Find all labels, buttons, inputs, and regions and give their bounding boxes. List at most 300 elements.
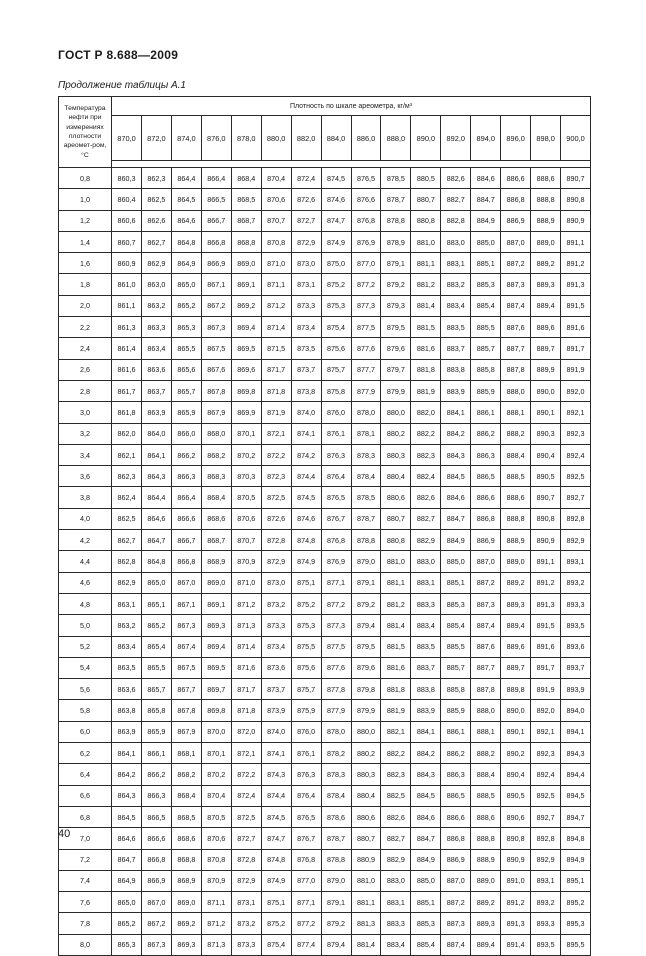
density-cell: 888,2	[501, 423, 531, 444]
density-cell: 880,6	[381, 487, 411, 508]
density-cell: 894,8	[561, 828, 591, 849]
density-cell: 885,1	[441, 572, 471, 593]
density-cell: 867,9	[171, 721, 201, 742]
table-row	[59, 231, 591, 252]
density-cell: 871,5	[261, 338, 291, 359]
density-cell: 874,9	[261, 870, 291, 891]
density-cell: 871,4	[231, 636, 261, 657]
density-cell: 882,7	[441, 189, 471, 210]
density-cell: 870,5	[231, 487, 261, 508]
temperature-cell: 3,0	[59, 402, 112, 423]
density-cell: 881,4	[411, 295, 441, 316]
density-cell: 869,9	[231, 402, 261, 423]
table-row	[59, 657, 591, 678]
column-header: 882,0	[291, 116, 321, 161]
density-cell: 887,2	[441, 892, 471, 913]
density-cell: 883,4	[411, 615, 441, 636]
density-cell: 870,6	[261, 189, 291, 210]
density-cell: 881,6	[381, 657, 411, 678]
density-cell: 881,8	[411, 359, 441, 380]
density-cell: 894,0	[561, 700, 591, 721]
density-cell: 887,2	[471, 572, 501, 593]
density-cell: 867,5	[201, 338, 231, 359]
density-cell: 869,0	[231, 253, 261, 274]
density-cell: 861,3	[112, 317, 142, 338]
density-cell: 893,2	[531, 892, 561, 913]
density-cell: 871,2	[261, 295, 291, 316]
density-cell: 887,8	[501, 359, 531, 380]
density-cell: 889,2	[471, 892, 501, 913]
temperature-cell: 5,0	[59, 615, 112, 636]
density-cell: 880,2	[381, 423, 411, 444]
density-cell: 865,6	[171, 359, 201, 380]
density-cell: 884,9	[411, 849, 441, 870]
density-cell: 876,9	[321, 551, 351, 572]
density-cell: 885,0	[471, 231, 501, 252]
density-cell: 869,4	[231, 317, 261, 338]
density-cell: 869,5	[201, 657, 231, 678]
column-header: 896,0	[501, 116, 531, 161]
density-cell: 865,0	[171, 274, 201, 295]
table-row	[59, 551, 591, 572]
density-cell: 891,1	[531, 551, 561, 572]
table-row	[59, 870, 591, 891]
density-cell: 862,9	[112, 572, 142, 593]
density-cell: 879,9	[381, 380, 411, 401]
density-cell: 874,4	[291, 466, 321, 487]
density-cell: 872,4	[291, 168, 321, 189]
density-cell: 863,7	[141, 380, 171, 401]
density-cell: 895,1	[561, 870, 591, 891]
density-cell: 885,8	[471, 359, 501, 380]
temperature-cell: 5,6	[59, 679, 112, 700]
density-cell: 862,5	[141, 189, 171, 210]
density-cell: 872,9	[231, 870, 261, 891]
density-cell: 880,6	[351, 806, 381, 827]
density-cell: 867,0	[171, 572, 201, 593]
temperature-cell: 1,6	[59, 253, 112, 274]
density-cell: 887,0	[441, 870, 471, 891]
density-cell: 883,0	[381, 870, 411, 891]
column-header: 892,0	[441, 116, 471, 161]
density-cell: 875,3	[321, 295, 351, 316]
density-cell: 862,0	[112, 423, 142, 444]
density-cell: 874,2	[291, 444, 321, 465]
density-cell: 885,3	[411, 913, 441, 934]
density-cell: 878,7	[351, 508, 381, 529]
density-cell: 889,3	[501, 593, 531, 614]
temperature-cell: 7,6	[59, 892, 112, 913]
density-cell: 882,2	[411, 423, 441, 444]
temperature-cell: 4,8	[59, 593, 112, 614]
density-cell: 869,2	[231, 295, 261, 316]
density-cell: 877,2	[351, 274, 381, 295]
density-cell: 876,8	[291, 849, 321, 870]
density-cell: 883,1	[441, 253, 471, 274]
density-cell: 885,4	[471, 295, 501, 316]
density-cell: 861,4	[112, 338, 142, 359]
column-header: 880,0	[261, 116, 291, 161]
density-cell: 872,3	[261, 466, 291, 487]
table-row	[59, 253, 591, 274]
density-cell: 866,3	[141, 785, 171, 806]
density-cell: 891,3	[561, 274, 591, 295]
table-row	[59, 274, 591, 295]
density-cell: 863,1	[112, 593, 142, 614]
density-cell: 886,6	[471, 487, 501, 508]
density-cell: 866,8	[171, 551, 201, 572]
density-cell: 864,4	[141, 487, 171, 508]
density-cell: 866,4	[171, 487, 201, 508]
density-cell: 881,6	[411, 338, 441, 359]
density-cell: 867,8	[171, 700, 201, 721]
density-cell: 865,2	[171, 295, 201, 316]
density-cell: 863,8	[112, 700, 142, 721]
density-cell: 876,6	[351, 189, 381, 210]
density-cell: 873,3	[291, 295, 321, 316]
temperature-cell: 2,2	[59, 317, 112, 338]
temperature-cell: 1,4	[59, 231, 112, 252]
density-group-header: Плотность по шкале ареометра, кг/м³	[112, 97, 591, 116]
density-cell: 885,9	[471, 380, 501, 401]
temperature-cell: 3,2	[59, 423, 112, 444]
density-cell: 873,5	[291, 338, 321, 359]
density-cell: 882,7	[381, 828, 411, 849]
density-cell: 866,9	[201, 253, 231, 274]
density-cell: 871,7	[261, 359, 291, 380]
density-cell: 880,4	[381, 466, 411, 487]
density-cell: 865,0	[141, 572, 171, 593]
density-cell: 866,0	[171, 423, 201, 444]
density-cell: 876,1	[291, 743, 321, 764]
density-cell: 886,1	[441, 721, 471, 742]
page-number: 40	[58, 828, 71, 840]
density-cell: 888,8	[471, 828, 501, 849]
density-cell: 893,1	[531, 870, 561, 891]
density-cell: 870,3	[231, 466, 261, 487]
density-cell: 891,5	[531, 615, 561, 636]
density-cell: 884,3	[441, 444, 471, 465]
density-cell: 883,0	[411, 551, 441, 572]
density-cell: 874,4	[261, 785, 291, 806]
density-cell: 887,6	[501, 317, 531, 338]
table-row	[59, 636, 591, 657]
density-cell: 887,4	[441, 934, 471, 955]
header-separator	[112, 161, 591, 168]
density-cell: 881,5	[381, 636, 411, 657]
density-cell: 868,4	[171, 785, 201, 806]
density-cell: 866,2	[171, 444, 201, 465]
density-cell: 889,9	[531, 359, 561, 380]
density-cell: 871,1	[201, 892, 231, 913]
density-cell: 875,1	[261, 892, 291, 913]
density-cell: 862,7	[141, 231, 171, 252]
temperature-cell: 4,2	[59, 530, 112, 551]
density-cell: 888,4	[471, 764, 501, 785]
density-cell: 866,7	[201, 210, 231, 231]
density-cell: 888,1	[501, 402, 531, 423]
density-cell: 865,7	[141, 679, 171, 700]
density-cell: 872,6	[261, 508, 291, 529]
density-cell: 864,9	[171, 253, 201, 274]
density-cell: 886,2	[471, 423, 501, 444]
density-cell: 870,1	[201, 743, 231, 764]
density-cell: 872,7	[231, 828, 261, 849]
density-cell: 876,7	[291, 828, 321, 849]
density-cell: 874,6	[291, 508, 321, 529]
density-cell: 881,0	[381, 551, 411, 572]
density-cell: 867,4	[171, 636, 201, 657]
density-cell: 878,3	[351, 444, 381, 465]
temperature-cell: 6,6	[59, 785, 112, 806]
document-title: ГОСТ Р 8.688—2009	[58, 48, 179, 62]
density-cell: 874,5	[321, 168, 351, 189]
density-cell: 881,5	[411, 317, 441, 338]
density-cell: 865,3	[112, 934, 142, 955]
table-row	[59, 444, 591, 465]
density-cell: 874,9	[321, 231, 351, 252]
density-cell: 895,3	[561, 913, 591, 934]
density-cell: 860,9	[112, 253, 142, 274]
density-cell: 864,8	[141, 551, 171, 572]
column-header: 890,0	[411, 116, 441, 161]
density-cell: 875,7	[321, 359, 351, 380]
density-cell: 886,3	[441, 764, 471, 785]
density-cell: 861,0	[112, 274, 142, 295]
density-cell: 870,7	[231, 530, 261, 551]
density-cell: 878,5	[381, 168, 411, 189]
density-cell: 879,4	[351, 615, 381, 636]
density-cell: 880,7	[381, 508, 411, 529]
density-cell: 883,5	[411, 636, 441, 657]
density-cell: 879,0	[351, 551, 381, 572]
density-cell: 889,0	[471, 870, 501, 891]
density-cell: 889,4	[531, 295, 561, 316]
temperature-cell: 1,2	[59, 210, 112, 231]
density-cell: 868,2	[201, 444, 231, 465]
density-cell: 872,7	[291, 210, 321, 231]
density-cell: 861,1	[112, 295, 142, 316]
density-cell: 878,4	[321, 785, 351, 806]
density-cell: 886,5	[441, 785, 471, 806]
density-cell: 874,5	[291, 487, 321, 508]
density-cell: 888,9	[501, 530, 531, 551]
density-cell: 865,9	[141, 721, 171, 742]
density-cell: 882,6	[441, 168, 471, 189]
density-cell: 887,4	[501, 295, 531, 316]
temperature-cell: 6,2	[59, 743, 112, 764]
density-cell: 883,7	[411, 657, 441, 678]
density-cell: 890,1	[531, 402, 561, 423]
density-cell: 894,9	[561, 849, 591, 870]
density-cell: 875,4	[261, 934, 291, 955]
density-cell: 880,8	[411, 210, 441, 231]
density-cell: 876,1	[321, 423, 351, 444]
density-cell: 893,5	[561, 615, 591, 636]
density-cell: 885,4	[441, 615, 471, 636]
column-header: 870,0	[112, 116, 142, 161]
density-cell: 868,9	[201, 551, 231, 572]
density-cell: 862,9	[141, 253, 171, 274]
density-cell: 887,0	[471, 551, 501, 572]
density-cell: 869,4	[201, 636, 231, 657]
density-cell: 874,5	[261, 806, 291, 827]
density-cell: 881,9	[381, 700, 411, 721]
density-cell: 878,5	[351, 487, 381, 508]
density-cell: 870,9	[201, 870, 231, 891]
density-cell: 868,0	[201, 423, 231, 444]
table-row	[59, 317, 591, 338]
density-cell: 883,7	[441, 338, 471, 359]
density-cell: 871,8	[261, 380, 291, 401]
density-cell: 888,9	[471, 849, 501, 870]
density-cell: 871,8	[231, 700, 261, 721]
density-cell: 882,7	[411, 508, 441, 529]
density-cell: 884,6	[471, 168, 501, 189]
density-cell: 888,8	[531, 189, 561, 210]
density-cell: 874,7	[321, 210, 351, 231]
density-cell: 885,7	[471, 338, 501, 359]
density-cell: 870,8	[261, 231, 291, 252]
density-cell: 867,3	[141, 934, 171, 955]
density-cell: 869,8	[231, 380, 261, 401]
density-cell: 890,7	[561, 168, 591, 189]
density-cell: 873,0	[261, 572, 291, 593]
density-cell: 891,6	[561, 317, 591, 338]
density-cell: 894,4	[561, 764, 591, 785]
density-cell: 863,3	[141, 317, 171, 338]
density-cell: 879,0	[321, 870, 351, 891]
density-cell: 883,0	[441, 231, 471, 252]
density-cell: 890,4	[531, 444, 561, 465]
density-cell: 869,6	[231, 359, 261, 380]
density-cell: 862,8	[112, 551, 142, 572]
density-cell: 879,6	[351, 657, 381, 678]
density-cell: 867,3	[171, 615, 201, 636]
density-cell: 877,6	[351, 338, 381, 359]
density-cell: 894,3	[561, 743, 591, 764]
density-cell: 866,7	[171, 530, 201, 551]
density-cell: 877,7	[351, 359, 381, 380]
density-cell: 878,0	[351, 402, 381, 423]
density-cell: 881,2	[411, 274, 441, 295]
density-cell: 890,0	[531, 380, 561, 401]
density-cell: 880,0	[381, 402, 411, 423]
density-cell: 874,8	[261, 849, 291, 870]
density-cell: 873,4	[291, 317, 321, 338]
density-cell: 884,6	[441, 487, 471, 508]
density-cell: 868,6	[201, 508, 231, 529]
density-cell: 867,1	[171, 593, 201, 614]
density-cell: 866,8	[201, 231, 231, 252]
density-cell: 868,2	[171, 764, 201, 785]
density-cell: 884,2	[441, 423, 471, 444]
density-cell: 870,6	[231, 508, 261, 529]
density-cell: 888,6	[501, 487, 531, 508]
density-cell: 894,1	[561, 721, 591, 742]
density-cell: 886,8	[471, 508, 501, 529]
density-cell: 868,1	[171, 743, 201, 764]
density-cell: 877,3	[351, 295, 381, 316]
density-cell: 890,4	[501, 764, 531, 785]
density-cell: 876,4	[321, 466, 351, 487]
temperature-header: Температура нефти при измерениях плотности ареомет-ром, °С	[59, 97, 112, 168]
density-cell: 869,0	[201, 572, 231, 593]
column-header: 876,0	[201, 116, 231, 161]
density-cell: 893,1	[561, 551, 591, 572]
density-cell: 870,6	[201, 828, 231, 849]
temperature-cell: 7,2	[59, 849, 112, 870]
density-cell: 865,4	[141, 636, 171, 657]
density-cell: 885,4	[411, 934, 441, 955]
density-cell: 892,1	[561, 402, 591, 423]
table-row	[59, 764, 591, 785]
density-cell: 892,5	[561, 466, 591, 487]
density-cell: 874,7	[261, 828, 291, 849]
density-cell: 892,9	[531, 849, 561, 870]
density-cell: 867,0	[141, 892, 171, 913]
table-row	[59, 402, 591, 423]
density-cell: 873,1	[231, 892, 261, 913]
density-cell: 872,5	[231, 806, 261, 827]
density-cell: 865,2	[141, 615, 171, 636]
temperature-cell: 8,0	[59, 934, 112, 955]
density-cell: 867,1	[201, 274, 231, 295]
density-cell: 892,9	[561, 530, 591, 551]
density-cell: 888,5	[501, 466, 531, 487]
density-cell: 862,5	[112, 508, 142, 529]
table-row	[59, 295, 591, 316]
density-cell: 868,6	[171, 828, 201, 849]
density-cell: 885,8	[441, 679, 471, 700]
density-cell: 880,4	[351, 785, 381, 806]
density-cell: 870,8	[201, 849, 231, 870]
temperature-cell: 7,4	[59, 870, 112, 891]
temperature-cell: 7,8	[59, 913, 112, 934]
density-cell: 874,6	[321, 189, 351, 210]
density-cell: 876,5	[291, 806, 321, 827]
density-cell: 892,7	[531, 806, 561, 827]
density-cell: 878,9	[381, 231, 411, 252]
density-cell: 864,6	[171, 210, 201, 231]
density-cell: 882,9	[381, 849, 411, 870]
density-cell: 867,2	[201, 295, 231, 316]
density-cell: 867,9	[201, 402, 231, 423]
density-cell: 890,5	[531, 466, 561, 487]
density-cell: 877,4	[291, 934, 321, 955]
column-header: 900,0	[561, 116, 591, 161]
density-cell: 890,8	[501, 828, 531, 849]
density-cell: 860,7	[112, 231, 142, 252]
density-cell: 891,6	[531, 636, 561, 657]
density-cell: 864,1	[112, 743, 142, 764]
density-cell: 874,0	[291, 402, 321, 423]
density-cell: 872,0	[231, 721, 261, 742]
density-cell: 864,0	[141, 423, 171, 444]
density-cell: 891,2	[531, 572, 561, 593]
density-cell: 864,9	[112, 870, 142, 891]
density-cell: 891,1	[561, 231, 591, 252]
density-cell: 875,9	[291, 700, 321, 721]
density-cell: 891,5	[561, 295, 591, 316]
density-cell: 892,7	[561, 487, 591, 508]
density-cell: 874,9	[291, 551, 321, 572]
temperature-cell: 6,8	[59, 806, 112, 827]
density-cell: 884,7	[471, 189, 501, 210]
density-cell: 884,6	[411, 806, 441, 827]
table-row	[59, 913, 591, 934]
column-header: 874,0	[171, 116, 201, 161]
